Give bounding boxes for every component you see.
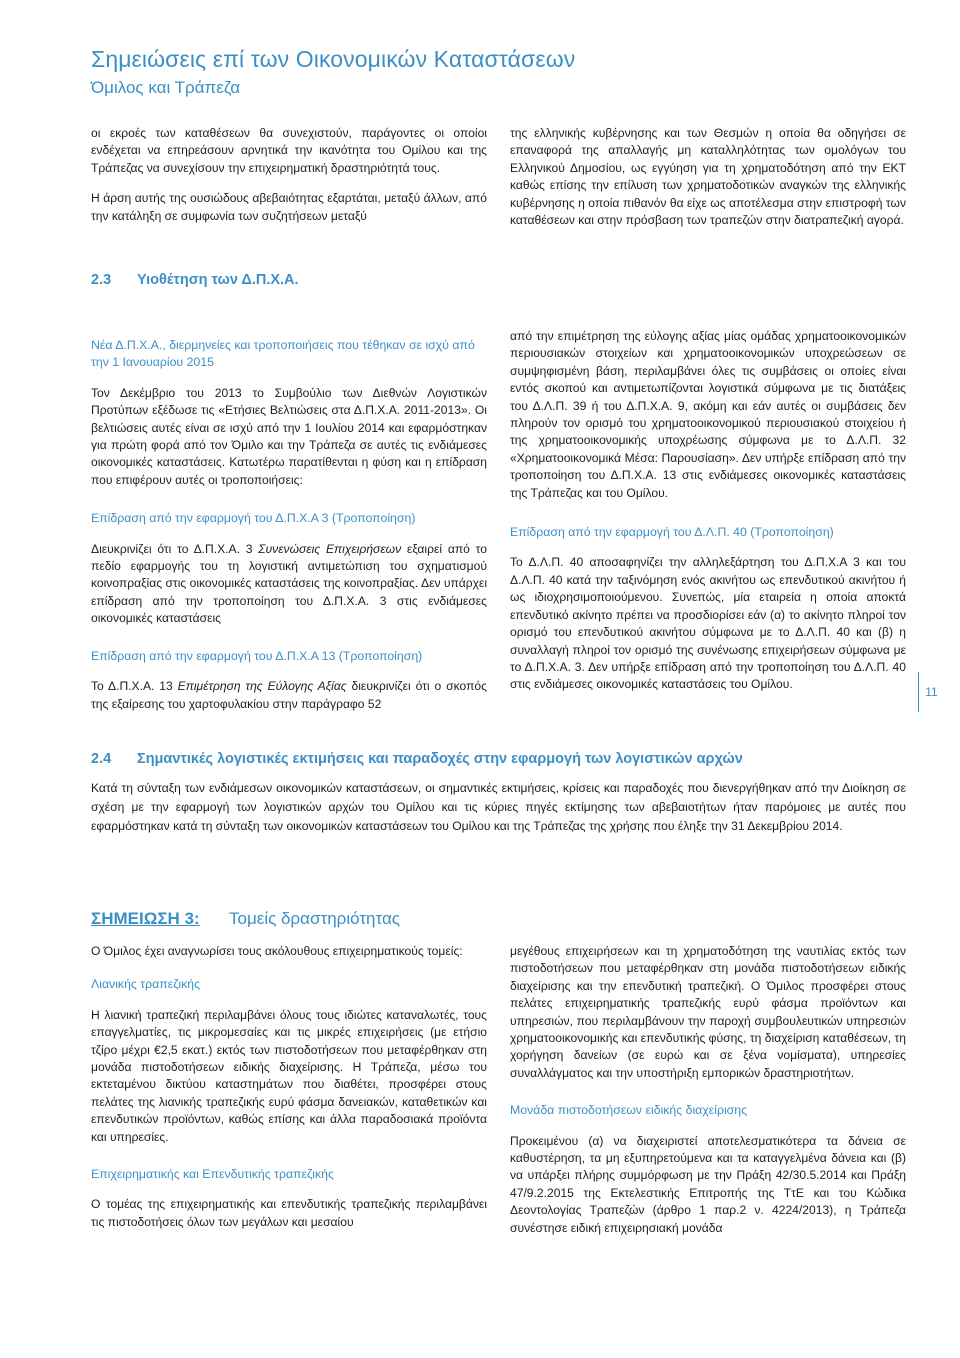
- paragraph: μεγέθους επιχειρήσεων και τη χρηματοδότηση της ναυτιλίας εκτός των πιστοδοτήσεων που μεταφέρθηκαν στη μονάδα πιστοδοτήσεων ειδικής διαχείρισης και την επενδυτική τραπεζική. Ο Όμιλος προσφέρει στους πελάτες επιχειρηματικής τραπεζικής ευρύ φάσμα προϊόντων και υπηρεσιών, που περιλαμβάνουν την παροχή συμβουλευτικών υπηρεσιών χρηματοοικονομικής και επενδυτικής φύσης, τη διαχείριση καταθέσεων, τη χορήγηση δανείων (σε ευρώ και σε ξένα νομίσματα), υπηρεσίες συναλλάγματος και την υποστήριξη εμπορικών δραστηριοτήτων.: [510, 944, 906, 1080]
- bottom-left-column: [91, 943, 487, 1231]
- paragraph: Το Δ.Λ.Π. 40 αποσαφηνίζει την αλληλεξάρτηση του Δ.Π.Χ.Α 3 και του Δ.Λ.Π. 40 κατά την ταξινόμηση ενός ακινήτου ως επενδυτικού ακινήτου ή ως ιδιοχρησιμοποιούμενου. Συνεπώς, μία εταιρεία η οποία αποκτά επενδυτικό ακίνητο πρέπει να προσδιορίσει εάν (α) το ακίνητο πληροί τον ορισμό του επενδυτικού ακινήτου σύμφωνα με το Δ.Λ.Π. 40 και (β) η συναλλαγή πληροί τον ορισμό της συνένωσης επιχειρήσεων σύμφωνα με το Δ.Π.Χ.Α. 3. Δεν υπήρξε επίδραση από την τροποποίηση του Δ.Λ.Π. 40 στις ενδιάμεσες οικονομικές καταστάσεις του Ομίλου.: [510, 555, 906, 692]
- paragraph: Τον Δεκέμβριο του 2013 το Συμβούλιο των Διεθνών Λογιστικών Προτύπων εξέδωσε τις «Ετήσιες Βελτιώσεις στα Δ.Π.Χ.Α. 2011-2013». Οι βελτιώσεις αυτές είναι σε ισχύ από την 1 Ιουλίου 2014 και εφαρμόστηκαν για πρώτη φορά από τον Όμιλο και την Τράπεζα σε αυτές τις ενδιάμεσες οικονομικές καταστάσεις. Κατωτέρω παρατίθενται η φύση και η επίδραση που επιφέρουν αυτές οι τροποποιήσεις:: [91, 385, 487, 487]
- subheading-ifrs13: Επίδραση από την εφαρμογή του Δ.Π.Χ.Α 13 (Τροποποίηση): [91, 648, 423, 663]
- middle-right-column: [510, 328, 906, 694]
- top-right-column: [510, 125, 906, 229]
- bottom-right-column: [510, 943, 906, 1237]
- paragraph-ifrs3: Διευκρινίζει ότι το Δ.Π.Χ.Α. 3 Συνενώσεις Επιχειρήσεων εξαιρεί από το πεδίο εφαρμογής του τη λογιστική αντιμετώπιση του σχηματισμού κοινοπραξίας στις οικονομικές καταστάσεις της κοινοπραξίας. Δεν υπάρχει επίδραση από την τροποποίηση του Δ.Π.Χ.Α. 3 στις ενδιάμεσες οικονομικές καταστάσεις: [91, 541, 488, 626]
- paragraph: Η λιανική τραπεζική περιλαμβάνει όλους τους ιδιώτες καταναλωτές, τους επαγγελματίες, τις μικρομεσαίες και τις μικρές επιχειρήσεις (με ετήσιο τζίρο μέχρι €2,5 εκατ.) εκτός των πιστοδοτήσεων που μεταφέρθηκαν στη μονάδα πιστοδοτήσεων ειδικής διαχείρισης. Η Τράπεζα, μέσω του εκτεταμένου δικτύου καταστημάτων που διαθέτει, προσφέρει στους πελάτες της λιανικής τραπεζικής ευρύ φάσμα δανειακών, καταθετικών και επενδυτικών προϊόντων, καθώς επίσης και άλλα παραδοσιακά προϊόντα και υπηρεσίες.: [91, 1007, 487, 1144]
- page-number: 11: [918, 672, 940, 712]
- subheading-npl-unit: Μονάδα πιστοδοτήσεων ειδικής διαχείρισης: [510, 1103, 748, 1118]
- paragraph: Ο Όμιλος έχει αναγνωρίσει τους ακόλουθους επιχειρηματικούς τομείς:: [91, 944, 463, 958]
- page-title: Σημειώσεις επί των Οικονομικών Καταστάσεων: [91, 46, 576, 72]
- page-subtitle: Όμιλος και Τράπεζα: [91, 78, 241, 97]
- subheading-new-ifrs: Νέα Δ.Π.Χ.Α., διερμηνείες και τροποποιήσεις που τέθηκαν σε ισχύ από την 1 Ιανουαρίου 2015: [91, 338, 475, 370]
- subheading-ias40: Επίδραση από την εφαρμογή του Δ.Λ.Π. 40 (Τροποποίηση): [510, 525, 834, 540]
- paragraph: Προκειμένου (α) να διαχειριστεί αποτελεσματικότερα τα δάνεια σε καθυστέρηση, τα μη εξυπηρετούμενα και τα καταγγελμένα δάνεια και (β) να υπάρξει πλήρης συμμόρφωση με την Πράξη 42/30.5.2014 και Πράξη 47/9.2.2015 της Εκτελεστικής Επιτροπής της ΤτΕ και του Κώδικα Δεοντολογίας Τραπεζών (άρθρο 1 παρ.2 ν. 4224/2013), η Τράπεζα συνέστησε ειδική επιχειρησιακή μονάδα: [510, 1133, 906, 1235]
- paragraph: Η άρση αυτής της ουσιώδους αβεβαιότητας εξαρτάται, μεταξύ άλλων, από την κατάληξη σε συμφωνία των συζητήσεων μεταξύ: [91, 191, 487, 223]
- subheading-corporate: Επιχειρηματικής και Επενδυτικής τραπεζικής: [91, 1167, 334, 1182]
- subheading-ifrs3: Επίδραση από την εφαρμογή του Δ.Π.Χ.Α 3 (Τροποποίηση): [91, 511, 416, 526]
- paragraph-ifrs13: Το Δ.Π.Χ.Α. 13 Επιμέτρηση της Εύλογης Αξίας διευκρινίζει ότι ο σκοπός της εξαίρεσης του χαρτοφυλακίου στην παράγραφο 52: [91, 679, 487, 711]
- paragraph: της ελληνικής κυβέρνησης και των Θεσμών η οποία θα οδηγήσει σε επαναφορά της απαλλαγής μη καταλληλότητας των ομολόγων του Ελληνικού Δημοσίου, ως εγγύηση για τη χρηματοδότηση από την ΕΚΤ καθώς επίσης την επίλυση των χρηματοδοτικών αναγκών της ελληνικής κυβέρνησης η οποία πιθανόν θα είχε ως αποτέλεσμα στην επιστροφή των καταθέσεων και στην πρόσβαση των τραπεζών στην διατραπεζική αγορά.: [510, 126, 906, 228]
- note-title: Τομείς δραστηριότητας: [229, 909, 400, 928]
- section-number: 2.3: [91, 272, 112, 288]
- note-3-heading: [91, 909, 400, 929]
- section-heading-2-3: [91, 272, 299, 288]
- note-label: ΣΗΜΕΙΩΣΗ 3:: [91, 909, 200, 928]
- section-title: Υιοθέτηση των Δ.Π.Χ.Α.: [137, 272, 299, 288]
- top-left-column: [91, 125, 487, 225]
- section-number: 2.4: [91, 751, 112, 767]
- paragraph: Ο τομέας της επιχειρηματικής και επενδυτικής τραπεζικής περιλαμβάνει τις πιστοδοτήσεις όλων των μεγάλων και μεσαίου: [91, 1197, 487, 1229]
- paragraph: οι εκροές των καταθέσεων θα συνεχιστούν, παράγοντες οι οποίοι ενδέχεται να επηρεάσουν αρνητικά την ικανότητα του Ομίλου και της Τράπεζας να συνεχίσουν την επιχειρηματική δραστηριότητά τους.: [91, 126, 487, 175]
- section-title: Σημαντικές λογιστικές εκτιμήσεις και παραδοχές στην εφαρμογή των λογιστικών αρχών: [137, 751, 743, 767]
- paragraph: από την επιμέτρηση της εύλογης αξίας μίας ομάδας χρηματοοικονομικών περιουσιακών στοιχείων και χρηματοοικονομικών υποχρεώσεων σε συμψηφισμένη βάση, περιλαμβάνει όλες τις συμβάσεις οι οποίες είναι εντός σκοπού και αντιμετωπίζονται λογιστικά σύμφωνα με τις διατάξεις του Δ.Λ.Π. 39 ή του Δ.Π.Χ.Α. 9, ακόμη και εάν αυτές οι συμβάσεις δεν πληρούν τον ορισμό του χρηματοοικονομικού περιουσιακού στοιχείου ή της χρηματοοικονομικής υποχρέωσης σύμφωνα με το Δ.Λ.Π. 32 «Χρηματοοικονομικά Μέσα: Παρουσίαση». Δεν υπήρξε επίδραση από την τροποποίηση του Δ.Π.Χ.Α. 13 στις ενδιάμεσες οικονομικές καταστάσεις της Τράπεζας και του Ομίλου.: [510, 329, 906, 500]
- section-heading-2-4: [91, 751, 743, 767]
- section-2-4-body: Κατά τη σύνταξη των ενδιάμεσων οικονομικών καταστάσεων, οι σημαντικές εκτιμήσεις, κρίσεις και παραδοχές που διενεργήθηκαν από την Διοίκηση σε σχέση με την εφαρμογή των λογιστικών αρχών του Ομίλου και τις κύριες πηγές εκτίμησης των αβεβαιοτήτων ήταν παρόμοιες με αυτές που εφαρμόστηκαν κατά τη σύνταξη των οικονομικών καταστάσεων του Ομίλου και της Τράπεζας της χρήσης που έληξε την 31 Δεκεμβρίου 2014.: [91, 781, 906, 833]
- subheading-retail: Λιανικής τραπεζικής: [91, 977, 201, 992]
- middle-left-column: [91, 337, 487, 713]
